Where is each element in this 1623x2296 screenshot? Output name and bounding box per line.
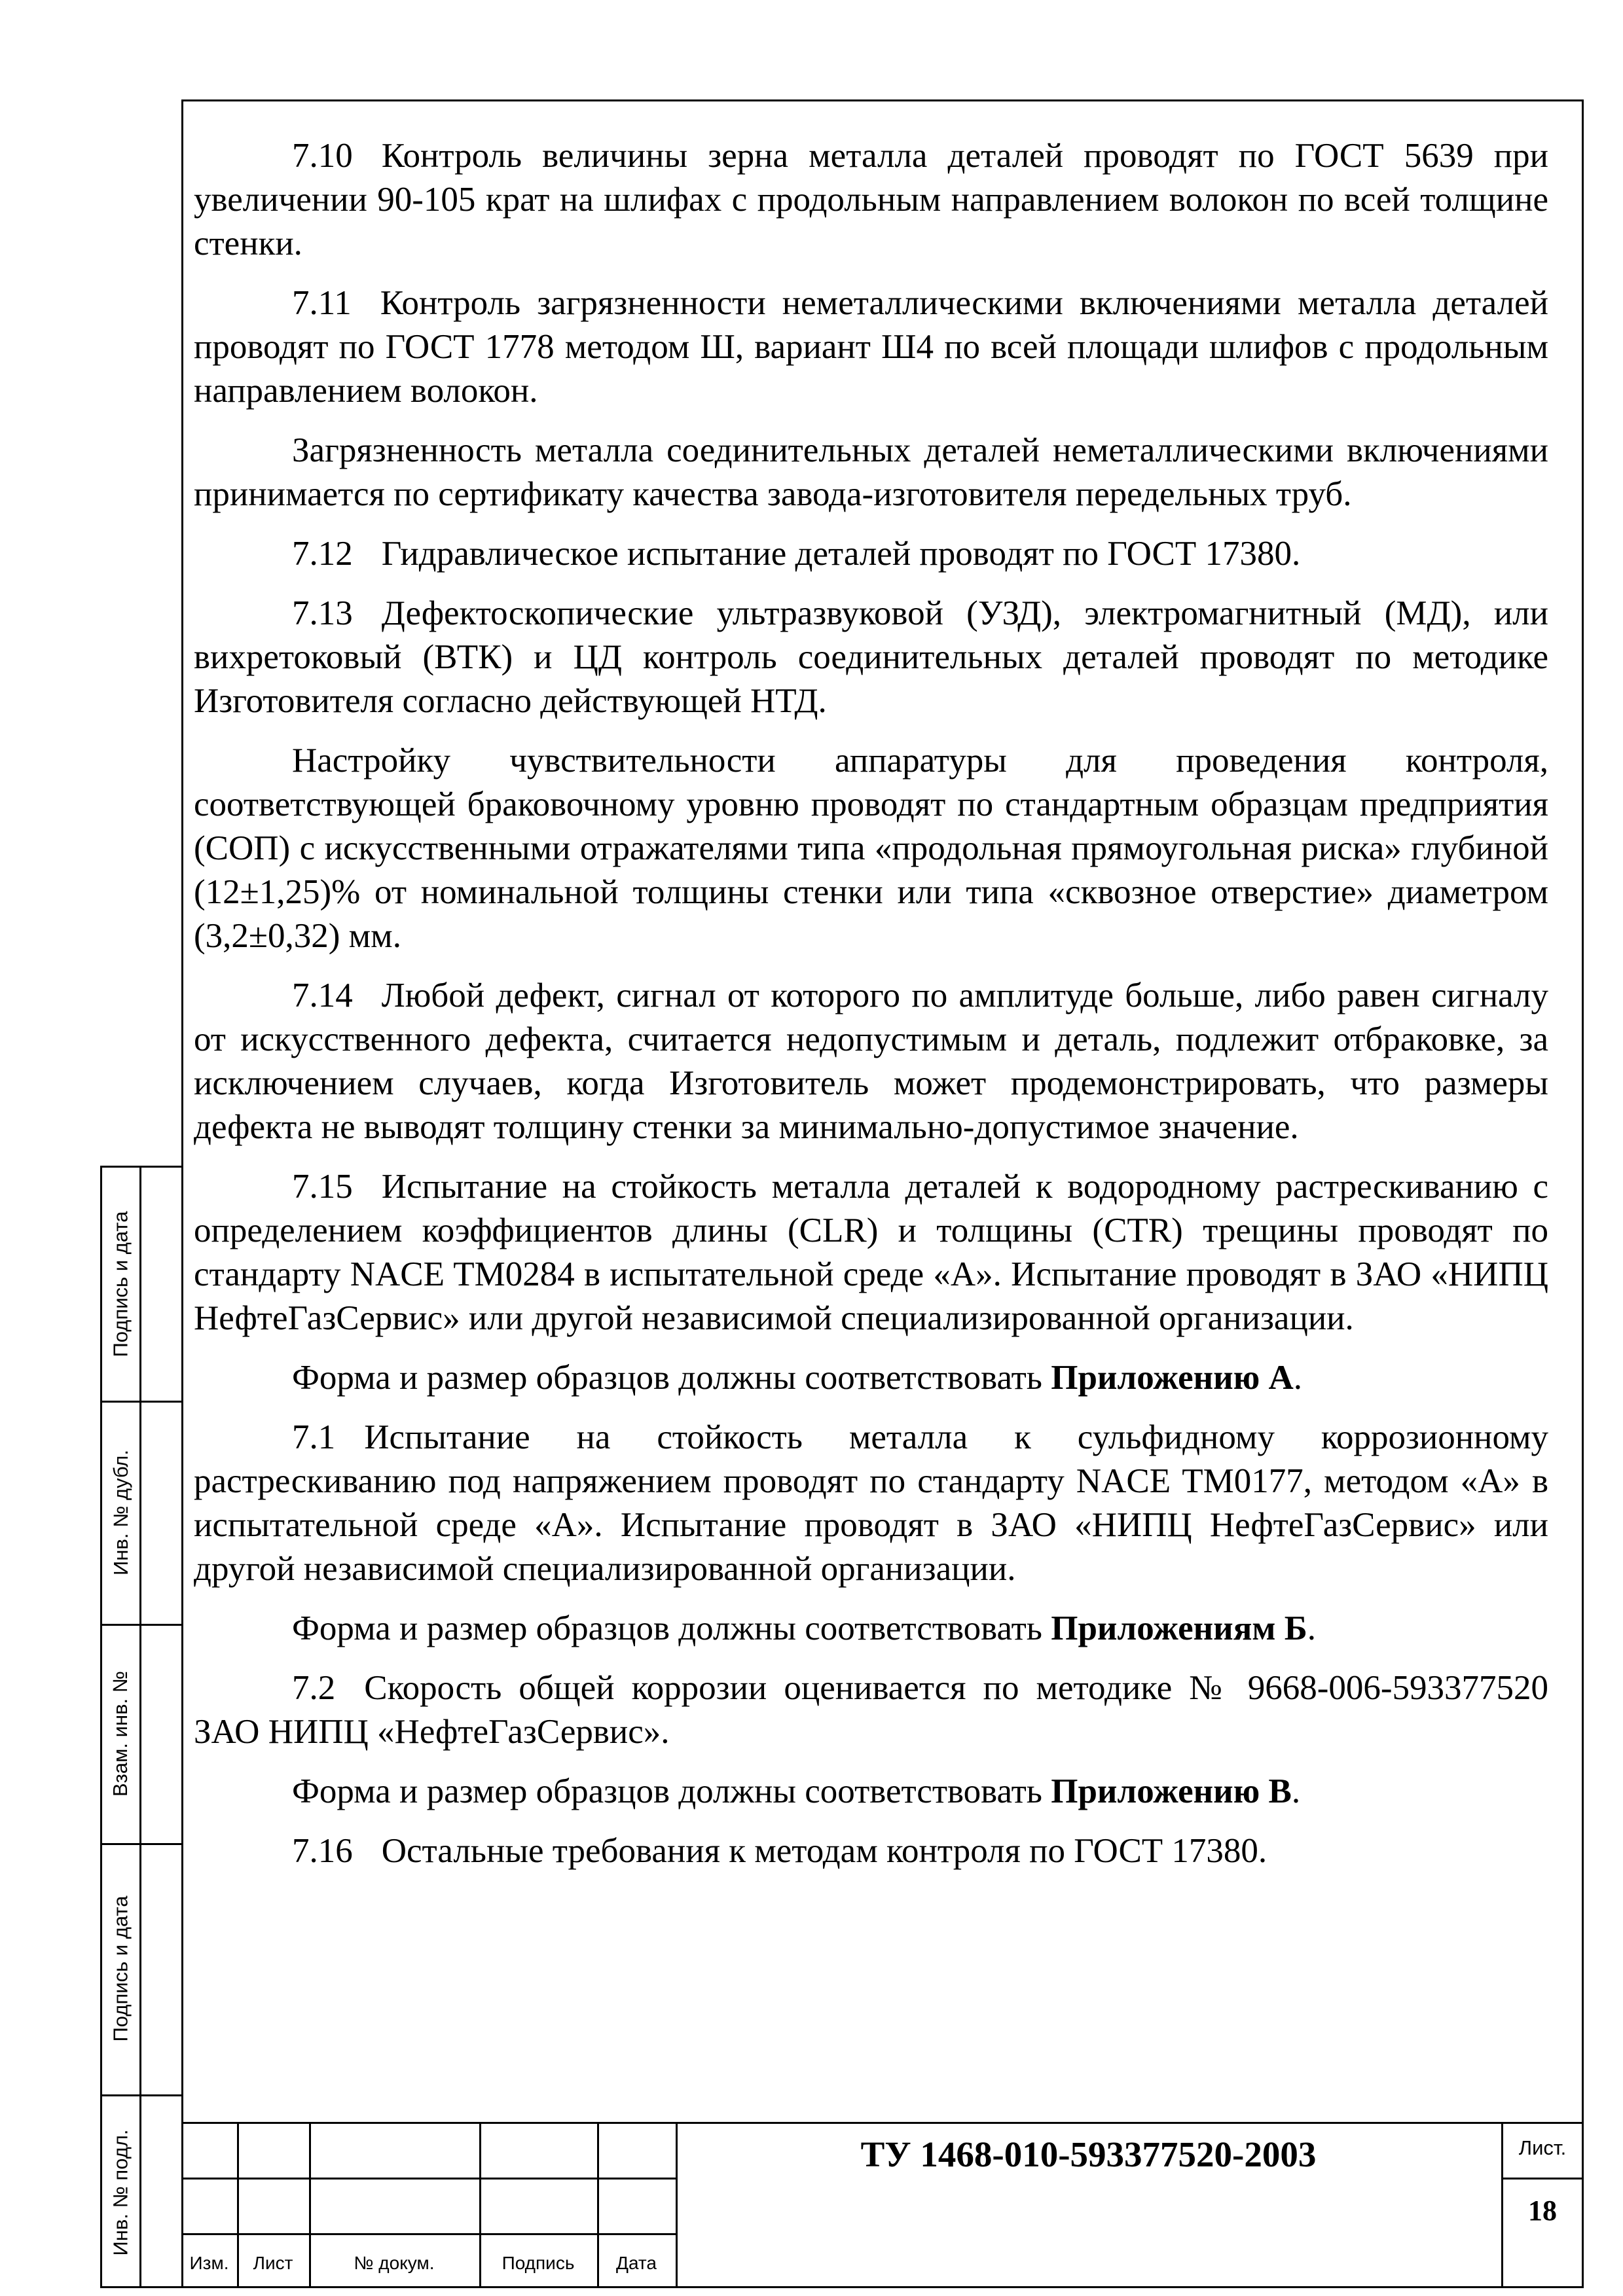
side-label-signature-date-2: Подпись и дата [109,1895,132,2042]
stamp-label-change: Изм. [189,2253,229,2273]
document-body [194,134,1548,1889]
paragraph-7-1: 7.1 Испытание на стойкость металла к сульфидному коррозионному растрескиванию под напряжением проводят по стандарту NACE TM0177, методом «А» в испытательной среде «А». Испытание проводят в ЗАО «НИПЦ НефтеГазСервис» или другой независимой специализированной организации. [194,1418,1548,1588]
side-label-dup-inv: Инв. № дубл. [109,1449,132,1575]
stamp-sheet-row-line [1501,2178,1584,2179]
sheet-number: 18 [1528,2195,1557,2227]
paragraph-7-10: 7.10 Контроль величины зерна металла деталей проводят по ГОСТ 5639 при увеличении 90-105 крат на шлифах с продольным направлением волокон по всей толщине стенки. [194,137,1548,262]
sheet-label: Лист. [1518,2136,1567,2159]
side-label-orig-inv: Инв. № подл. [109,2128,132,2256]
paragraph-7-12: 7.12 Гидравлическое испытание деталей проводят по ГОСТ 17380. [292,535,1301,573]
document-code: ТУ 1468-010-593377520-2003 [860,2134,1317,2174]
paragraph-7-15: 7.15 Испытание на стойкость металла деталей к водородному растрескиванию с определением коэффициентов длины (CLR) и толщины (CTR) трещины проводят по стандарту NACE TM0284 в испытательной среде «А». Испытание проводят в ЗАО «НИПЦ НефтеГазСервис» или другой независимой специализированной организации. [194,1168,1548,1337]
stamp-label-signature: Подпись [501,2253,575,2273]
stamp-label-doc-number: № докум. [354,2253,435,2273]
paragraph-7-16: 7.16 Остальные требования к методам контроля по ГОСТ 17380. [292,1832,1267,1870]
side-strip-divider [139,1168,141,2286]
stamp-top-border [181,2122,1584,2124]
side-strip [100,1166,181,2288]
paragraph-appendix-v: Форма и размер образцов должны соответствовать Приложению В. [292,1772,1301,1810]
paragraph-sensitivity: Настройку чувствительности аппаратуры для проведения контроля, соответствующей браковочному уровню проводят по стандартным образцам предприятия (СОП) с искусственными отражателями типа «продольная прямоугольная риска» глубиной (12±1,25)% от номинальной толщины стенки или типа «сквозное отверстие» диаметром (3,2±0,32) мм. [194,742,1548,955]
paragraph-appendix-b: Форма и размер образцов должны соответствовать Приложениям Б. [292,1609,1317,1647]
paragraph-contamination: Загрязненность металла соединительных деталей неметаллическими включениями принимается по сертификату качества завода-изготовителя передельных труб. [194,431,1548,513]
stamp-label-date: Дата [615,2253,657,2273]
side-label-replace-inv: Взам. инв. № [109,1670,132,1797]
paragraph-7-2: 7.2 Скорость общей коррозии оценивается по методике № 9668-006-593377520 ЗАО НИПЦ «НефтеГазСервис». [194,1669,1548,1751]
stamp-row-line [181,2233,676,2235]
paragraph-7-11: 7.11 Контроль загрязненности неметаллическими включениями металла деталей проводят по ГОСТ 1778 методом Ш, вариант Ш4 по всей площади шлифов с продольным направлением волокон. [194,284,1548,410]
title-block [181,2122,1584,2288]
stamp-row-line [181,2178,676,2179]
side-label-signature-date-1: Подпись и дата [109,1211,132,1357]
paragraph-7-14: 7.14 Любой дефект, сигнал от которого по амплитуде больше, либо равен сигналу от искусственного дефекта, считается недопустимым и деталь, подлежит отбраковке, за исключением случаев, когда Изготовитель может продемонстрировать, что размеры дефекта не выводят толщину стенки за минимально-допустимое значение. [194,977,1548,1146]
paragraph-appendix-a: Форма и размер образцов должны соответствовать Приложению А. [292,1359,1302,1397]
paragraph-7-13: 7.13 Дефектоскопические ультразвуковой (УЗД), электромагнитный (МД), или вихретоковый (ВТК) и ЦД контроль соединительных деталей проводят по методике Изготовителя согласно действующей НТД. [194,594,1548,720]
stamp-label-sheet: Лист [253,2253,293,2273]
